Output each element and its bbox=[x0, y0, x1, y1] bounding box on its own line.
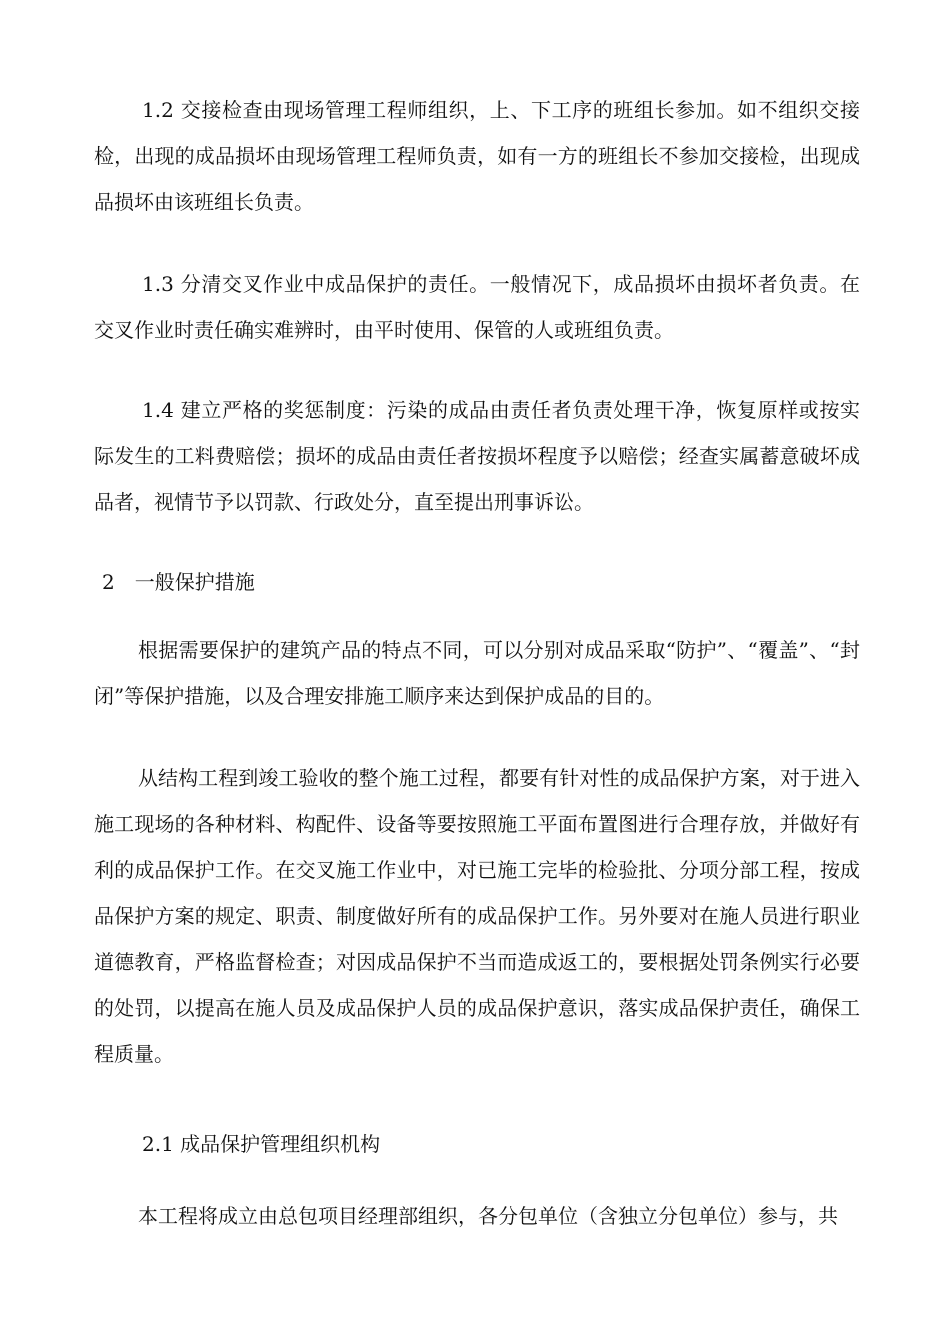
paragraph-2-1-intro: 本工程将成立由总包项目经理部组织，各分包单位（含独立分包单位）参与，共 bbox=[138, 1204, 838, 1228]
section-heading-2-1: 2.1 成品保护管理组织机构 bbox=[142, 1132, 381, 1156]
paragraph-2-intro: 根据需要保护的建筑产品的特点不同，可以分别对成品采取“防护”、“覆盖”、“封闭”等保护措施，以及合理安排施工顺序来达到保护成品的目的。 bbox=[94, 638, 860, 708]
section-heading-2: 2 一般保护措施 bbox=[102, 570, 255, 594]
paragraph-1-3: 1.3 分清交叉作业中成品保护的责任。一般情况下，成品损坏由损坏者负责。在交叉作业时责任确实难辨时，由平时使用、保管的人或班组负责。 bbox=[94, 272, 860, 342]
paragraph-2-body: 从结构工程到竣工验收的整个施工过程，都要有针对性的成品保护方案，对于进入施工现场的各种材料、构配件、设备等要按照施工平面布置图进行合理存放，并做好有利的成品保护工作。在交叉施工作业中，对已施工完毕的检验批、分项分部工程，按成品保护方案的规定、职责、制度做好所有的成品保护工作。另外要对在施人员进行职业道德教育，严格监督检查；对因成品保护不当而造成返工的，要根据处罚条例实行必要的处罚，以提高在施人员及成品保护人员的成品保护意识，落实成品保护责任，确保工程质量。 bbox=[94, 766, 860, 1066]
paragraph-1-2: 1.2 交接检查由现场管理工程师组织，上、下工序的班组长参加。如不组织交接检，出现的成品损坏由现场管理工程师负责，如有一方的班组长不参加交接检，出现成品损坏由该班组长负责。 bbox=[94, 98, 860, 214]
paragraph-1-4: 1.4 建立严格的奖惩制度：污染的成品由责任者负责处理干净，恢复原样或按实际发生的工料费赔偿；损坏的成品由责任者按损坏程度予以赔偿；经查实属蓄意破坏成品者，视情节予以罚款、行政处分，直至提出刑事诉讼。 bbox=[94, 398, 860, 514]
